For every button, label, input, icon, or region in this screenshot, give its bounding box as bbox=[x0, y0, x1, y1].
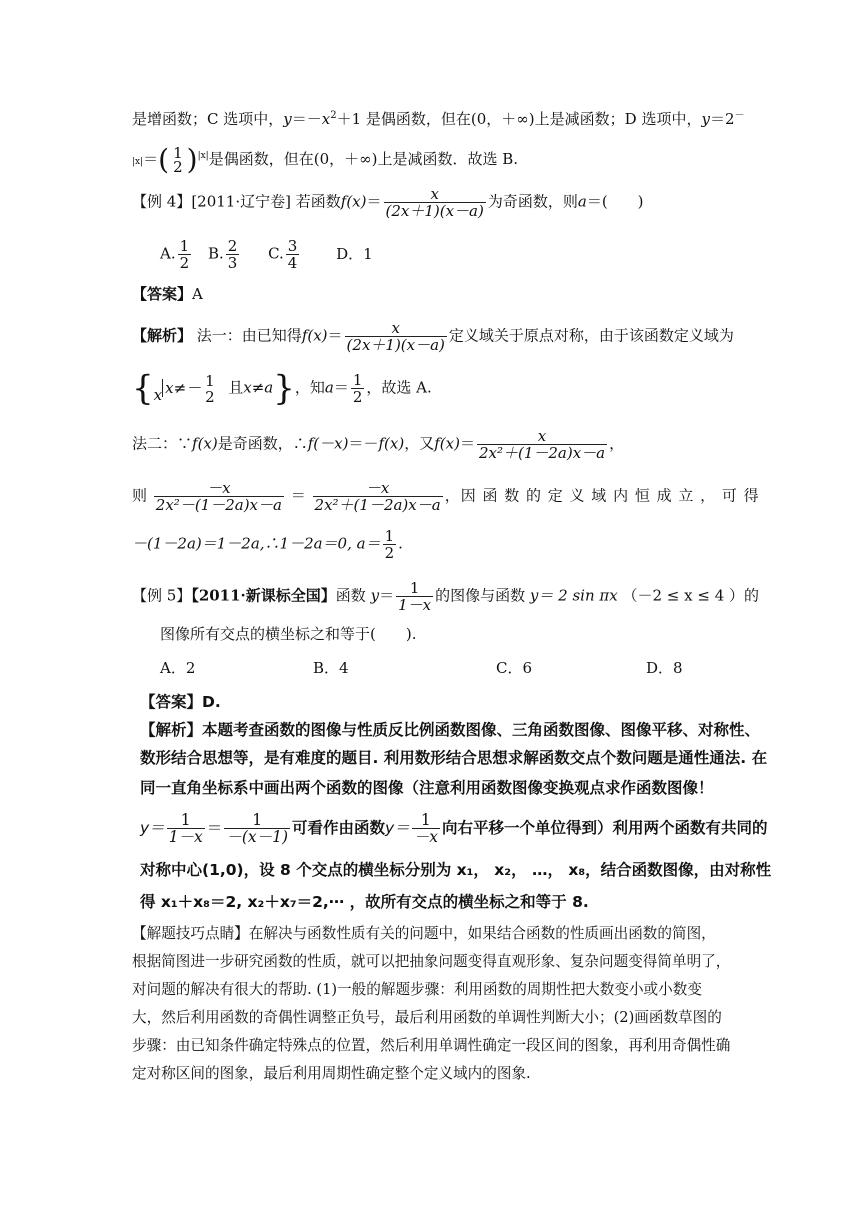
tips-line: 【解题技巧点睛】在解决与函数性质有关的问题中，如果结合函数的性质画出函数的简图， bbox=[132, 925, 716, 942]
var: y bbox=[701, 110, 710, 128]
source: 【2011·新课标全国】 bbox=[191, 586, 336, 605]
option-d: D．8 bbox=[646, 659, 683, 677]
solution-5-line: 同一直角坐标系中画出两个函数的图像（注意利用函数图像变换观点求作函数图像！ bbox=[140, 779, 714, 797]
exponent: － bbox=[734, 110, 745, 121]
text: 是增函数；C 选项中， bbox=[132, 110, 284, 128]
answer-5: 【答案】D. bbox=[140, 693, 221, 711]
abs-x: |x| bbox=[132, 157, 144, 167]
solution-5-line: y＝ $\frac{1}{1-x}$ ＝ $\frac{1}{-(x-1)}$ 可看作由函数y＝ $\frac{1}{-x}$ 向右平移一个单位得到）利用两个函数有共同的 bbox=[140, 811, 768, 846]
solution-5-line: 得 x₁＋x₈＝2, x₂＋x₇＝2,⋯ ，故所有交点的横坐标之和等于 8. bbox=[140, 893, 589, 911]
tips-line: 根据简图进一步研究函数的性质，就可以把抽象问题变得直观形象、复杂问题变得简单明了， bbox=[132, 953, 731, 970]
text: ＋1 是偶函数，但在(0，＋∞)上是减函数；D 选项中， bbox=[336, 110, 702, 128]
example-5-question-cont: 图像所有交点的横坐标之和等于( ). bbox=[160, 625, 417, 643]
text: ＝ bbox=[143, 150, 159, 168]
tips-line: 定对称区间的图象，最后利用周期性确定整个定义域内的图象. bbox=[132, 1065, 531, 1082]
answer-4: 【答案】A bbox=[132, 285, 203, 303]
option-c: C. $\frac{3}{4}$ bbox=[268, 237, 298, 272]
text: ＝2 bbox=[709, 110, 735, 128]
option-a: A．2 bbox=[160, 659, 196, 677]
solution-4-line: 【解析】 法一：由已知得f(x)＝ $\frac{x}{(2x+1)(x-a)}$ 定义域关于原点对称，由于该函数定义域为 bbox=[132, 319, 734, 354]
example-5-question: 【例 5】【2011·新课标全国】函数 y＝ $\frac{1}{1-x}$ 的图像与函数 y＝ 2 sin πx （－2 ≤ x ≤ 4 ）的 bbox=[132, 579, 760, 614]
solution-4-line: －(1－2a)＝1－2a,∴1－2a＝0, a＝ $\frac{1}{2}$ . bbox=[132, 527, 403, 562]
solution-5-line: 对称中心(1,0)，设 8 个交点的横坐标分别为 x₁， x₂， …， x₈，结合函数图像，由对称性 bbox=[140, 861, 772, 879]
solution-4-line: {x x≠－ 1 2 且x≠a}，知a＝ $\frac{1}{2}$ ，故选 A. bbox=[132, 368, 432, 409]
option-d: D．1 bbox=[336, 244, 373, 263]
text-line bbox=[132, 106, 744, 129]
option-a: A. $\frac{1}{2}$ bbox=[160, 237, 190, 272]
option-b: B．4 bbox=[313, 659, 349, 677]
fraction: $\frac{x}{(2x+1)(x-a)}$ bbox=[385, 185, 484, 220]
var: y bbox=[283, 110, 292, 128]
tips-line: 对问题的解决有很大的帮助. (1)一般的解题步骤：利用函数的周期性把大数变小或小数变 bbox=[132, 981, 702, 998]
example-tag: 【例 4】 bbox=[132, 192, 192, 211]
solution-5-line: 【解析】本题考查函数的图像与性质反比例函数图像、三角函数图像、图像平移、对称性、 bbox=[140, 721, 761, 739]
source: [2011·辽宁卷] bbox=[191, 192, 291, 211]
solution-4-line: 法二：∵f(x)是奇函数，∴f(－x)＝－f(x)，又f(x)＝ $\frac{x}{\text{2x²＋(1－2a)x－a}}$ ， bbox=[132, 427, 625, 462]
options-4 bbox=[160, 238, 373, 271]
exponent: 2 bbox=[330, 110, 337, 121]
abs-x: |x| bbox=[197, 151, 209, 161]
text: 是偶函数，但在(0，＋∞)上是减函数．故选 B. bbox=[208, 150, 519, 168]
option-b: B. $\frac{2}{3}$ bbox=[207, 237, 238, 272]
solution-5-line: 数形结合思想等，是有难度的题目. 利用数形结合思想求解函数交点个数问题是通性通法. 在 bbox=[140, 749, 768, 767]
example-4-question: 【例 4】[2011·辽宁卷] 若函数f(x)＝ $\frac{x}{(2x+1)(x-a)}$ 为奇函数，则a＝( ) bbox=[132, 185, 644, 220]
var: x bbox=[321, 110, 331, 128]
solution-4-line: 则 $\frac{-x}{\text{2x²－(1－2a)x－a}}$ ＝ $\frac{-x}{\text{2x²＋(1－2a)x－a}}$ ，因 函 数 的 定 义 域 内 恒 成 立 ， 可 得 bbox=[132, 479, 760, 514]
text-line: |x|＝( 1 2 )$^{|x|}$是偶函数，但在(0，＋∞)上是减函数．故选 B. bbox=[132, 143, 519, 176]
example-tag: 【例 5】 bbox=[132, 586, 192, 605]
text: ＝－ bbox=[291, 110, 322, 128]
fraction: 1 2 bbox=[173, 144, 183, 176]
tips-line: 大，然后利用函数的奇偶性调整正负号，最后利用函数的单调性判断大小；(2)画函数草图的 bbox=[132, 1009, 722, 1026]
option-c: C．6 bbox=[496, 659, 533, 677]
options-5 bbox=[160, 658, 683, 678]
tips-line: 步骤：由已知条件确定特殊点的位置，然后利用单调性确定一段区间的图象，再利用奇偶性确 bbox=[132, 1037, 731, 1054]
